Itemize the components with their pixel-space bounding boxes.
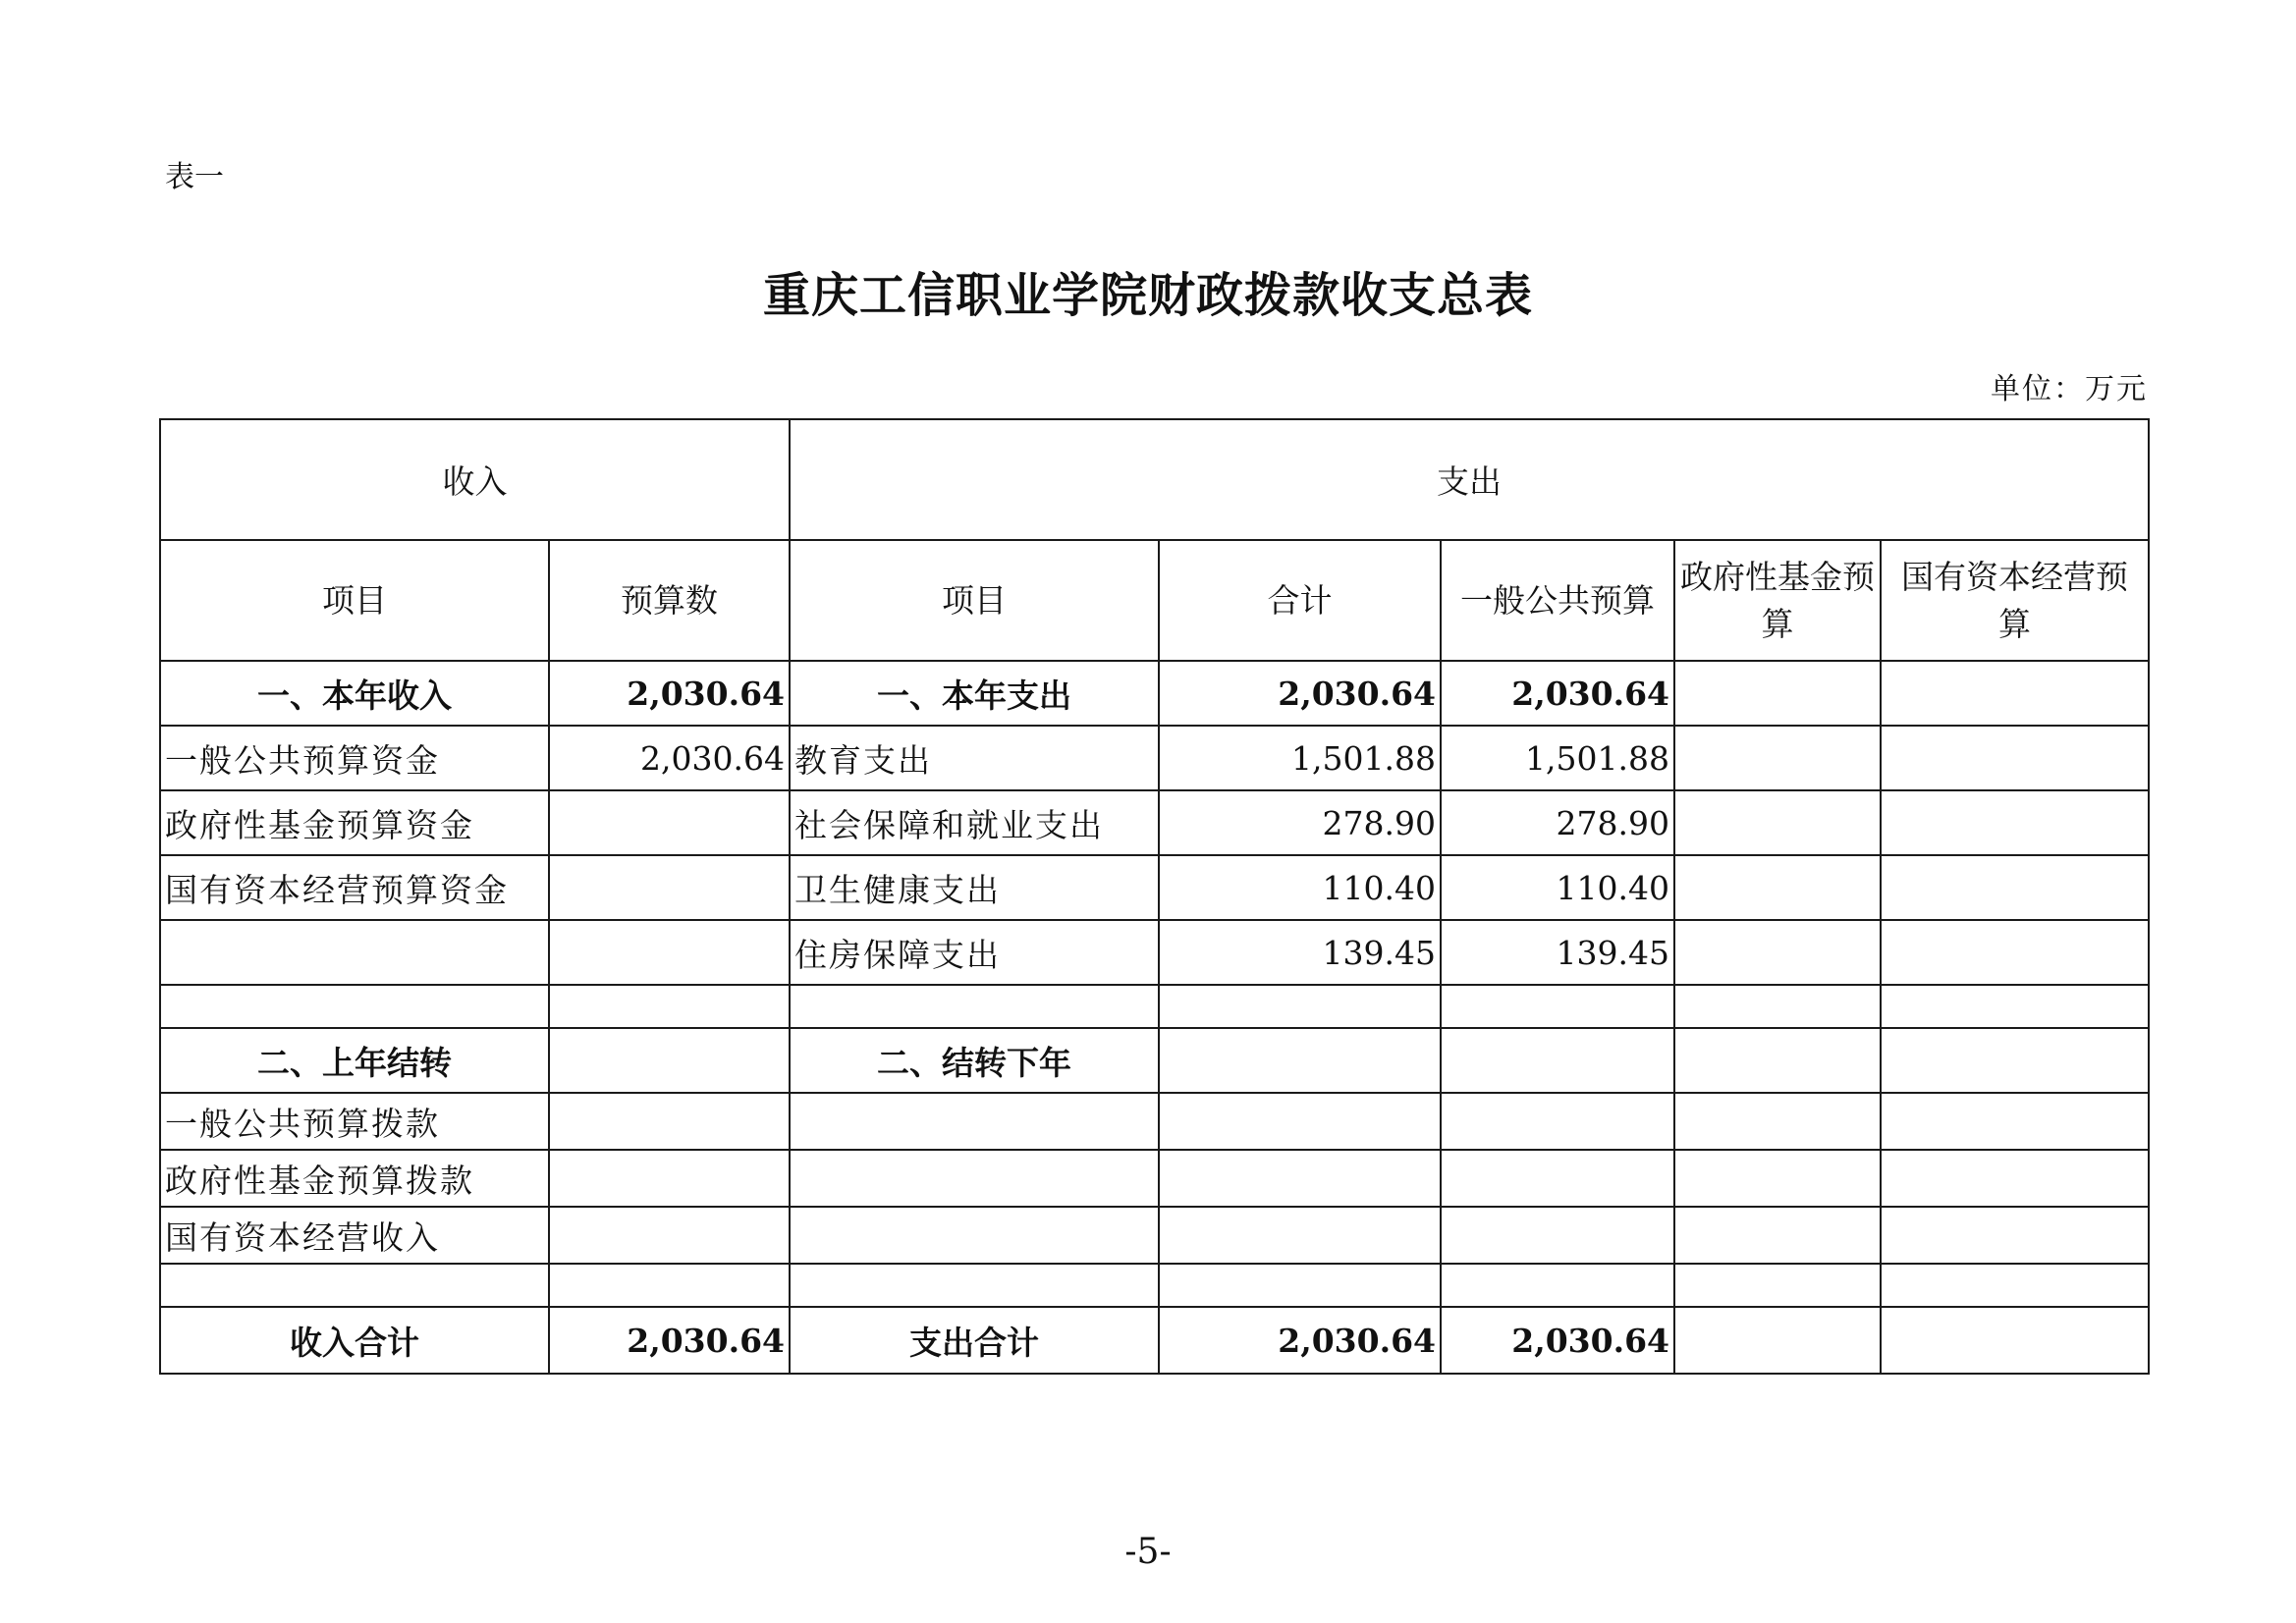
total-cell: 139.45 (1159, 920, 1441, 985)
gov-fund-cell (1674, 1264, 1881, 1307)
general-public-total-value: 2,030.64 (1441, 1307, 1674, 1374)
column-header-row (160, 540, 2149, 661)
expense-item-cell (790, 1093, 1159, 1150)
income-budget-cell (549, 1028, 790, 1093)
col-header-income-budget: 预算数 (549, 540, 790, 661)
income-group-header: 收入 (160, 419, 790, 540)
col-header-total: 合计 (1159, 540, 1441, 661)
state-capital-cell (1881, 1150, 2149, 1207)
col-header-general-public: 一般公共预算 (1441, 540, 1674, 661)
gov-fund-cell (1674, 790, 1881, 855)
state-capital-cell (1881, 661, 2149, 726)
gov-fund-cell (1674, 1207, 1881, 1264)
total-cell (1159, 1264, 1441, 1307)
total-cell: 2,030.64 (1159, 661, 1441, 726)
gov-fund-cell (1674, 726, 1881, 790)
general-public-cell (1441, 1028, 1674, 1093)
income-item-cell: 一般公共预算拨款 (160, 1093, 549, 1150)
income-item-cell: 国有资本经营预算资金 (160, 855, 549, 920)
total-cell: 1,501.88 (1159, 726, 1441, 790)
general-public-cell (1441, 1093, 1674, 1150)
state-capital-cell (1881, 855, 2149, 920)
income-budget-cell (549, 985, 790, 1028)
expense-item-cell (790, 1150, 1159, 1207)
income-budget-cell (549, 1150, 790, 1207)
table-row (160, 1093, 2149, 1150)
unit-label: 单位：万元 (1991, 372, 2148, 406)
table-row (160, 1028, 2149, 1093)
income-item-cell: 政府性基金预算资金 (160, 790, 549, 855)
totals-row (160, 1307, 2149, 1374)
gov-fund-cell (1674, 855, 1881, 920)
expense-item-cell: 二、结转下年 (790, 1028, 1159, 1093)
income-total-value: 2,030.64 (549, 1307, 790, 1374)
gov-fund-cell (1674, 1150, 1881, 1207)
table-number-label: 表一 (165, 160, 224, 194)
total-cell (1159, 1093, 1441, 1150)
income-budget-cell (549, 1264, 790, 1307)
general-public-cell (1441, 1264, 1674, 1307)
expense-item-cell: 住房保障支出 (790, 920, 1159, 985)
expense-item-cell (790, 1207, 1159, 1264)
income-item-cell (160, 920, 549, 985)
total-cell (1159, 1028, 1441, 1093)
table-row (160, 661, 2149, 726)
state-capital-cell (1881, 1093, 2149, 1150)
income-budget-cell (549, 855, 790, 920)
general-public-cell (1441, 1207, 1674, 1264)
income-budget-cell (549, 1093, 790, 1150)
general-public-cell: 278.90 (1441, 790, 1674, 855)
table-row (160, 855, 2149, 920)
gov-fund-cell (1674, 985, 1881, 1028)
total-cell (1159, 1207, 1441, 1264)
col-header-state-capital: 国有资本经营预算 (1881, 540, 2149, 661)
total-cell: 278.90 (1159, 790, 1441, 855)
state-capital-cell (1881, 1028, 2149, 1093)
total-cell (1159, 985, 1441, 1028)
table-row (160, 790, 2149, 855)
col-header-income-item: 项目 (160, 540, 549, 661)
table-row (160, 920, 2149, 985)
expense-item-cell: 教育支出 (790, 726, 1159, 790)
general-public-cell: 1,501.88 (1441, 726, 1674, 790)
income-total-label: 收入合计 (160, 1307, 549, 1374)
group-header-row (160, 419, 2149, 540)
income-item-cell: 一、本年收入 (160, 661, 549, 726)
state-capital-total-value (1881, 1307, 2149, 1374)
income-item-cell: 一般公共预算资金 (160, 726, 549, 790)
page-number: -5- (1124, 1532, 1172, 1572)
document-title: 重庆工信职业学院财政拨款收支总表 (762, 268, 1533, 323)
income-item-cell: 二、上年结转 (160, 1028, 549, 1093)
general-public-cell: 2,030.64 (1441, 661, 1674, 726)
state-capital-cell (1881, 726, 2149, 790)
gov-fund-cell (1674, 1093, 1881, 1150)
state-capital-cell (1881, 1264, 2149, 1307)
income-budget-cell (549, 1207, 790, 1264)
gov-fund-total-value (1674, 1307, 1881, 1374)
income-item-cell (160, 985, 549, 1028)
expense-item-cell: 社会保障和就业支出 (790, 790, 1159, 855)
total-cell: 110.40 (1159, 855, 1441, 920)
gov-fund-cell (1674, 1028, 1881, 1093)
expense-group-header: 支出 (790, 419, 2149, 540)
table-row-empty (160, 1264, 2149, 1307)
income-item-cell: 国有资本经营收入 (160, 1207, 549, 1264)
state-capital-cell (1881, 920, 2149, 985)
income-budget-cell: 2,030.64 (549, 726, 790, 790)
table-row (160, 726, 2149, 790)
gov-fund-cell (1674, 920, 1881, 985)
gov-fund-cell (1674, 661, 1881, 726)
general-public-cell (1441, 985, 1674, 1028)
col-header-expense-item: 项目 (790, 540, 1159, 661)
income-budget-cell: 2,030.64 (549, 661, 790, 726)
income-budget-cell (549, 920, 790, 985)
expense-item-cell (790, 1264, 1159, 1307)
income-item-cell (160, 1264, 549, 1307)
table-row-empty (160, 985, 2149, 1028)
expense-item-cell: 一、本年支出 (790, 661, 1159, 726)
expense-total-label: 支出合计 (790, 1307, 1159, 1374)
expense-total-value: 2,030.64 (1159, 1307, 1441, 1374)
general-public-cell (1441, 1150, 1674, 1207)
income-item-cell: 政府性基金预算拨款 (160, 1150, 549, 1207)
budget-summary-table (159, 418, 2150, 1375)
table-row (160, 1150, 2149, 1207)
general-public-cell: 110.40 (1441, 855, 1674, 920)
state-capital-cell (1881, 790, 2149, 855)
expense-item-cell: 卫生健康支出 (790, 855, 1159, 920)
state-capital-cell (1881, 985, 2149, 1028)
expense-item-cell (790, 985, 1159, 1028)
general-public-cell: 139.45 (1441, 920, 1674, 985)
income-budget-cell (549, 790, 790, 855)
total-cell (1159, 1150, 1441, 1207)
state-capital-cell (1881, 1207, 2149, 1264)
col-header-gov-fund: 政府性基金预算 (1674, 540, 1881, 661)
table-row (160, 1207, 2149, 1264)
